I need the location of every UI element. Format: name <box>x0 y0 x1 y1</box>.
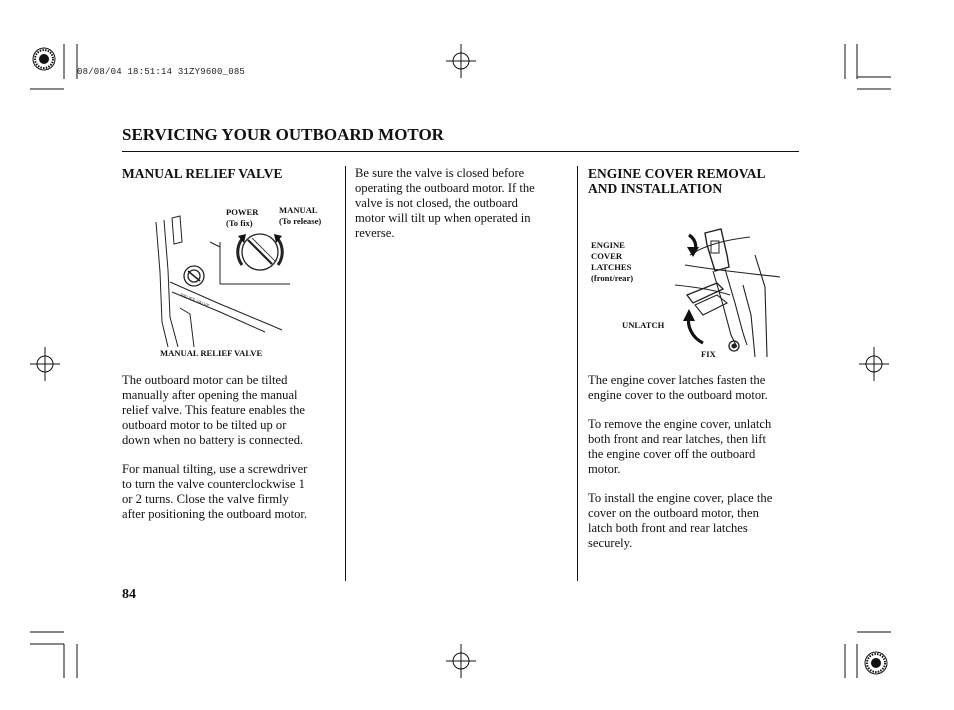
print-timestamp: 08/08/04 18:51:14 31ZY9600_085 <box>77 67 246 77</box>
engine-cover-latch-illustration <box>655 225 780 360</box>
valve-warning-paragraph: Be sure the valve is closed before operating the outboard motor. If the valve is not closed, the outboard motor will tilt up when operated in reverse. <box>355 166 535 240</box>
engine-cover-paragraph-1: The engine cover latches fasten the engine cover to the outboard motor. <box>588 373 768 402</box>
column-divider <box>577 166 578 581</box>
fix-label: FIX <box>701 349 716 359</box>
unlatch-label: UNLATCH <box>622 320 665 330</box>
embossed-valve-text: RELIEF VALVE <box>179 292 211 309</box>
relief-valve-caption: MANUAL RELIEF VALVE <box>160 348 263 358</box>
engine-cover-paragraph-3: To install the engine cover, place the cover on the outboard motor, then latch both front and rear latches securely. <box>588 491 773 550</box>
relief-valve-paragraph-1: The outboard motor can be tilted manually after opening the manual relief valve. This feature enables the outboard motor to be tilted up or down when no battery is connected. <box>122 373 305 447</box>
relief-valve-illustration <box>150 212 340 347</box>
relief-valve-paragraph-2: For manual tilting, use a screwdriver to turn the valve counterclockwise 1 or 2 turns. Close the valve firmly after positioning the outboard motor. <box>122 462 308 521</box>
engine-cover-paragraph-2: To remove the engine cover, unlatch both front and rear latches, then lift the engine cover off the outboard motor. <box>588 417 772 476</box>
manual-label: MANUAL (To release) <box>279 205 322 226</box>
relief-valve-heading: MANUAL RELIEF VALVE <box>122 166 283 181</box>
section-title: SERVICING YOUR OUTBOARD MOTOR <box>122 125 444 144</box>
power-label: POWER (To fix) <box>226 207 259 228</box>
engine-cover-heading: ENGINE COVER REMOVAL AND INSTALLATION <box>588 166 766 196</box>
engine-cover-latches-label: ENGINE COVER LATCHES (front/rear) <box>591 240 634 283</box>
section-rule <box>122 151 799 152</box>
column-divider <box>345 166 346 581</box>
page-number: 84 <box>122 587 136 602</box>
